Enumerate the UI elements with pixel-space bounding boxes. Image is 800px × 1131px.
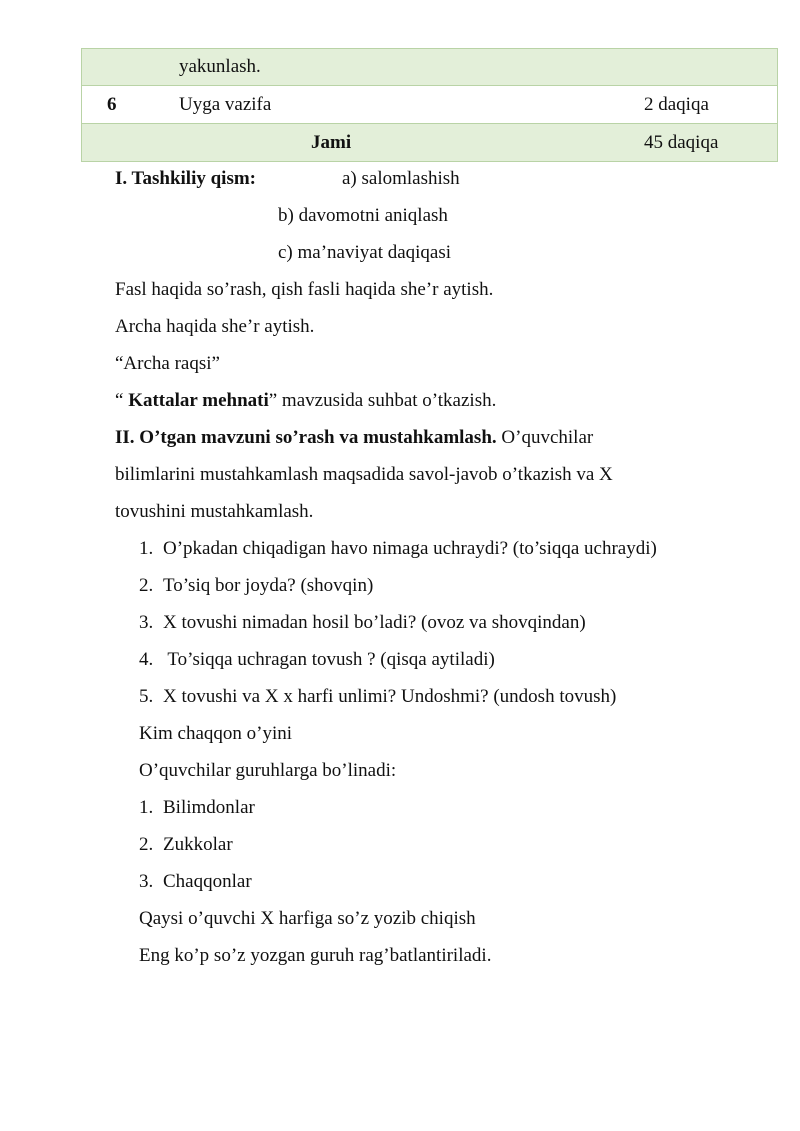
question-item: 1. O’pkadan chiqadigan havo nimaga uchraydi? (to’siqqa uchraydi) — [139, 538, 657, 559]
section1-heading: I. Tashkiliy qism: — [115, 168, 256, 189]
section1-item: b) davomotni aniqlash — [278, 205, 448, 226]
table-total-row — [81, 124, 778, 162]
section2-text: bilimlarini mustahkamlash maqsadida savol-javob o’tkazish va X — [115, 464, 613, 485]
question-item: 4. To’siqqa uchragan tovush ? (qisqa aytiladi) — [139, 649, 495, 670]
question-item: 2. To’siq bor joyda? (shovqin) — [139, 575, 374, 596]
task-text: Qaysi o’quvchi X harfiga so’z yozib chiqish — [139, 908, 476, 929]
table-row — [81, 48, 778, 86]
lesson-plan-table — [81, 48, 778, 162]
section2-heading: II. O’tgan mavzuni so’rash va mustahkamlash. O’quvchilar — [115, 427, 594, 448]
section1-item: c) ma’naviyat daqiqasi — [278, 242, 452, 263]
game-title: Kim chaqqon o’yini — [139, 723, 293, 744]
table-row — [81, 86, 778, 124]
question-item: 5. X tovushi va X x harfi unlimi? Undoshmi? (undosh tovush) — [139, 686, 617, 707]
group-item: 3. Chaqqonlar — [139, 871, 252, 892]
paragraph: Archa haqida she’r aytish. — [115, 316, 315, 337]
group-item: 2. Zukkolar — [139, 834, 233, 855]
groups-intro: O’quvchilar guruhlarga bo’linadi: — [139, 760, 397, 781]
total-time: 45 daqiqa — [644, 131, 719, 153]
topic-line: “ Kattalar mehnati” mavzusida suhbat o’tkazish. — [115, 390, 497, 411]
section1-item: a) salomlashish — [342, 168, 460, 189]
paragraph: “Archa raqsi” — [115, 353, 220, 374]
row-time: 2 daqiqa — [644, 93, 709, 115]
row-number: 6 — [107, 93, 117, 115]
group-item: 1. Bilimdonlar — [139, 797, 255, 818]
row-stage: yakunlash. — [179, 56, 261, 77]
paragraph: Fasl haqida so’rash, qish fasli haqida she’r aytish. — [115, 279, 494, 300]
section2-text: tovushini mustahkamlash. — [115, 501, 314, 522]
question-item: 3. X tovushi nimadan hosil bo’ladi? (ovoz va shovqindan) — [139, 612, 586, 633]
row-stage: Uyga vazifa — [179, 93, 272, 115]
total-label: Jami — [311, 131, 352, 153]
reward-text: Eng ko’p so’z yozgan guruh rag’batlantiriladi. — [139, 945, 492, 966]
